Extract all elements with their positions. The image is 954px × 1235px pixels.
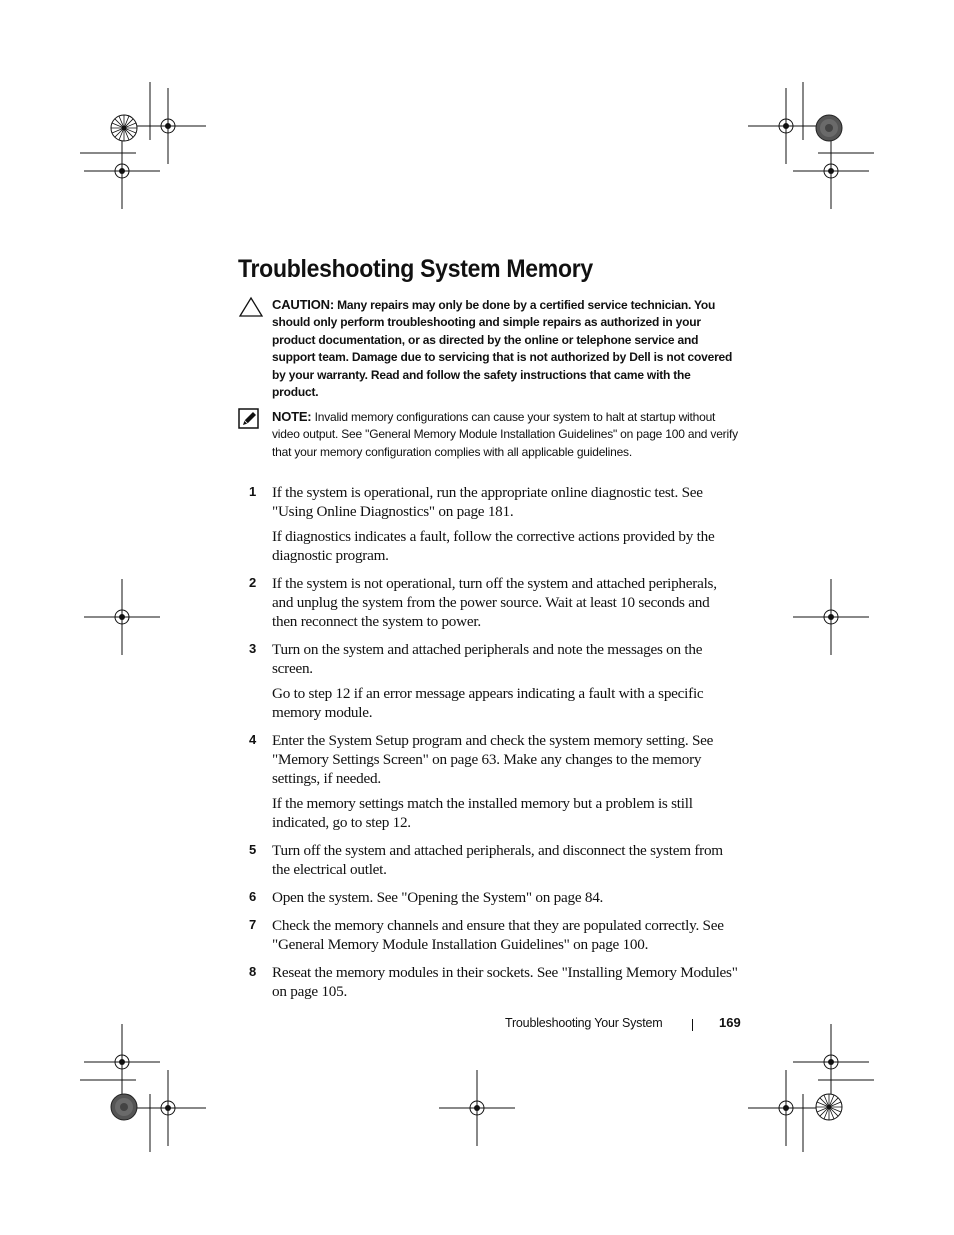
footer-section-title: Troubleshooting Your System bbox=[505, 1016, 663, 1030]
step-number: 5 bbox=[249, 842, 257, 857]
step-text: Turn on the system and attached peripherals and note the messages on the screen. bbox=[272, 641, 703, 677]
step-text: Turn off the system and attached peripherals, and disconnect the system from the electrical outlet. bbox=[272, 842, 723, 878]
step-3 bbox=[238, 640, 738, 722]
note-body: Invalid memory configurations can cause your system to halt at startup without video output. See "General Memory Module Installation Guidelines" on page 100 and verify that your memory configuration complies with all applicable guidelines. bbox=[272, 410, 738, 459]
caution-label: CAUTION: bbox=[272, 297, 334, 312]
page-number: 169 bbox=[719, 1015, 741, 1030]
step-number: 3 bbox=[249, 641, 257, 656]
step-text: Open the system. See "Opening the System" on page 84. bbox=[272, 889, 604, 906]
step-6 bbox=[238, 888, 738, 907]
page-title: Troubleshooting System Memory bbox=[238, 255, 593, 283]
step-text: Reseat the memory modules in their sockets. See "Installing Memory Modules" on page 105. bbox=[272, 964, 738, 1000]
step-text: If diagnostics indicates a fault, follow the corrective actions provided by the diagnostic program. bbox=[272, 528, 715, 564]
step-8 bbox=[238, 963, 738, 1001]
step-text: Go to step 12 if an error message appears indicating a fault with a specific memory module. bbox=[272, 685, 704, 721]
step-text: If the system is operational, run the appropriate online diagnostic test. See "Using Online Diagnostics" on page 181. bbox=[272, 484, 703, 520]
caution-triangle-icon bbox=[238, 296, 264, 318]
caution-body: Many repairs may only be done by a certified service technician. You should only perform troubleshooting and simple repairs as authorized in your product documentation, or as directed by the online or telephone service and support team. Damage due to servicing that is not authorized by Dell is not covered by your warranty. Read and follow the safety instructions that came with the product. bbox=[272, 298, 733, 400]
step-text: Enter the System Setup program and check the system memory setting. See "Memory Settings Screen" on page 63. Make any changes to the memory settings, if needed. bbox=[272, 732, 714, 787]
procedure-steps bbox=[238, 483, 738, 1010]
footer-separator bbox=[692, 1019, 693, 1031]
note-text bbox=[272, 408, 738, 461]
step-number: 4 bbox=[249, 732, 257, 747]
step-number: 7 bbox=[249, 917, 257, 932]
step-2 bbox=[238, 574, 738, 631]
step-number: 6 bbox=[249, 889, 257, 904]
caution-text bbox=[272, 296, 738, 401]
note-label: NOTE: bbox=[272, 409, 312, 424]
step-text: If the system is not operational, turn off the system and attached peripherals, and unplug the system from the power source. Wait at least 10 seconds and then reconnect the system to power. bbox=[272, 575, 717, 630]
note-pencil-icon bbox=[238, 408, 260, 430]
step-text: Check the memory channels and ensure that they are populated correctly. See "General Memory Module Installation Guidelines" on page 100. bbox=[272, 917, 724, 953]
step-4 bbox=[238, 731, 738, 832]
step-5 bbox=[238, 841, 738, 879]
step-1 bbox=[238, 483, 738, 565]
step-text: If the memory settings match the installed memory but a problem is still indicated, go to step 12. bbox=[272, 795, 693, 831]
step-7 bbox=[238, 916, 738, 954]
step-number: 1 bbox=[249, 484, 257, 499]
step-number: 8 bbox=[249, 964, 257, 979]
step-number: 2 bbox=[249, 575, 257, 590]
